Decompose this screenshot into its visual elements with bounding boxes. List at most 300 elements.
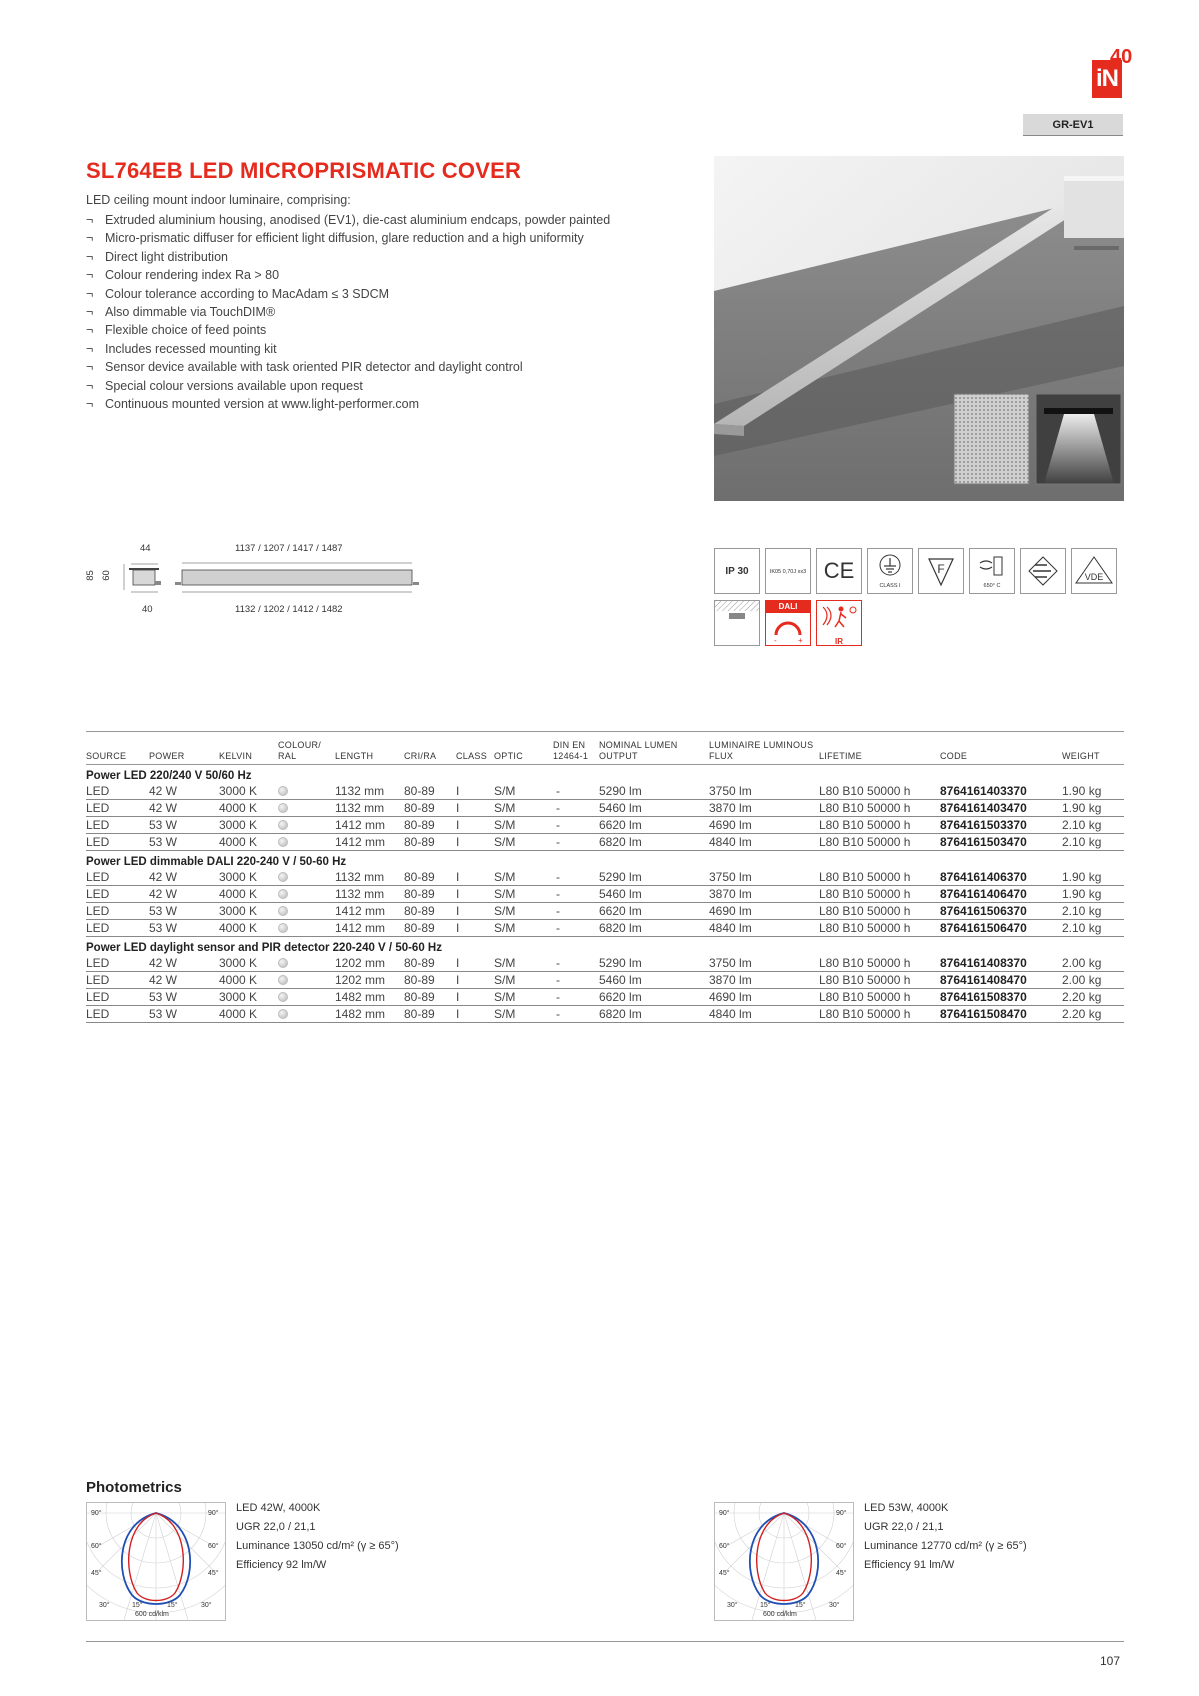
col-luminous-2: FLUX [709,751,734,761]
dim-length-top: 1137 / 1207 / 1417 / 1487 [235,543,343,554]
cell-weight: 2.10 kg [1062,904,1102,918]
table-body [86,765,1124,1023]
feature-item: ¬ Includes recessed mounting kit [86,341,277,356]
cell-kelvin: 4000 K [219,887,258,901]
cell-optic: S/M [494,904,516,918]
colour-dot-icon [278,991,288,1004]
cell-class: I [456,1007,460,1021]
svg-text:90°: 90° [836,1510,847,1517]
cell-nominal-lumen: 6620 lm [599,818,642,832]
feature-item: ¬ Flexible choice of feed points [86,323,267,338]
cell-source: LED [86,870,110,884]
cell-weight: 2.10 kg [1062,818,1102,832]
cell-din: - [556,870,560,884]
cell-power: 53 W [149,818,178,832]
cell-optic: S/M [494,887,516,901]
col-luminous: LUMINAIRE LUMINOUS [709,740,814,750]
feature-item: ¬ Colour tolerance according to MacAdam ≤ 3 SDCM [86,286,390,301]
cell-optic: S/M [494,818,516,832]
feature-item: ¬ Also dimmable via TouchDIM® [86,304,276,319]
cell-cri: 80-89 [404,1007,435,1021]
product-photo [714,156,1124,501]
feature-item: ¬ Extruded aluminium housing, anodised (EV1), die-cast aluminium endcaps, powder painted [86,213,611,227]
cell-class: I [456,784,460,798]
glow-wire-symbol-icon [970,549,1014,581]
colour-dot-icon [278,958,288,968]
cell-source: LED [86,956,110,970]
cell-power: 53 W [149,835,178,849]
cell-lifetime: L80 B10 50000 h [819,921,911,935]
dim-height-inner: 60 [100,570,112,581]
cell-power: 53 W [149,904,178,918]
footer-divider [86,1641,1124,1642]
svg-text:15°: 15° [760,1602,771,1609]
feature-list [86,211,610,413]
table-row [86,800,1124,817]
logo-box: iN [1092,60,1122,98]
ip-rating-icon: IP 30 [714,548,760,594]
cell-nominal-lumen: 5460 lm [599,887,642,901]
cell-cri: 80-89 [404,973,435,987]
colour-dot-icon [278,957,288,970]
cell-din: - [556,921,560,935]
colour-dot-icon [278,889,288,899]
polar-diagram [86,1502,226,1621]
cell-power: 42 W [149,784,178,798]
table-row [86,920,1124,937]
cell-class: I [456,973,460,987]
table-row [86,817,1124,834]
cell-length: 1132 mm [335,870,385,884]
cell-cri: 80-89 [404,990,435,1004]
cell-nominal-lumen: 6620 lm [599,990,642,1004]
col-class: CLASS [456,751,488,761]
cell-code: 8764161503370 [940,818,1027,832]
cell-weight: 2.20 kg [1062,990,1102,1004]
cell-nominal-lumen: 5460 lm [599,973,642,987]
colour-dot-icon [278,923,288,933]
cell-length: 1482 mm [335,990,386,1004]
cell-cri: 80-89 [404,956,435,970]
cell-din: - [556,904,560,918]
cell-kelvin: 3000 K [219,818,258,832]
cell-source: LED [86,887,110,901]
cell-weight: 2.00 kg [1062,956,1102,970]
cell-length: 1132 mm [335,801,385,815]
cell-source: LED [86,784,110,798]
logo-number: 40 [1110,46,1133,68]
table-row [86,783,1124,800]
svg-text:-: - [774,636,777,645]
table-row [86,834,1124,851]
svg-text:VDE: VDE [1084,572,1104,582]
table-row [86,989,1124,1006]
cell-source: LED [86,904,110,918]
cell-kelvin: 4000 K [219,835,258,849]
cell-weight: 2.20 kg [1062,1007,1102,1021]
cell-source: LED [86,973,110,987]
cell-din: - [556,835,560,849]
cell-cri: 80-89 [404,921,435,935]
colour-dot-icon [278,785,288,798]
cell-din: - [556,956,560,970]
luminaire-render [714,156,1124,501]
table-section-title: Power LED 220/240 V 50/60 Hz [86,770,252,782]
col-code: CODE [940,751,968,761]
cell-cri: 80-89 [404,835,435,849]
cell-source: LED [86,921,110,935]
cell-lifetime: L80 B10 50000 h [819,1007,911,1021]
svg-text:60°: 60° [91,1543,102,1550]
cell-weight: 2.10 kg [1062,921,1102,935]
bullet-icon: ¬ [86,268,94,283]
cell-class: I [456,835,460,849]
bullet-icon: ¬ [86,323,94,338]
cell-power: 53 W [149,990,178,1004]
col-kelvin: KELVIN [219,751,253,761]
cell-length: 1132 mm [335,784,385,798]
cell-lifetime: L80 B10 50000 h [819,904,911,918]
bullet-icon: ¬ [86,304,94,319]
cell-kelvin: 3000 K [219,784,258,798]
table-header [86,732,1124,765]
cell-length: 1132 mm [335,887,385,901]
vde-triangle-icon [1072,549,1116,593]
colour-dot-icon [278,905,288,918]
cell-lifetime: L80 B10 50000 h [819,973,911,987]
colour-dot-icon [278,974,288,987]
col-power: POWER [149,751,185,761]
cell-source: LED [86,801,110,815]
cell-luminous-flux: 3750 lm [709,870,752,884]
glow-wire-icon: 650° C [969,548,1015,594]
vde-icon [1071,548,1117,594]
colour-dot-icon [278,888,288,901]
cell-length: 1202 mm [335,956,386,970]
cell-kelvin: 4000 K [219,921,258,935]
dali-icon: DALI - + [765,600,811,646]
cell-power: 53 W [149,921,178,935]
colour-dot-icon [278,820,288,830]
dim-length-bottom: 1132 / 1202 / 1412 / 1482 [235,604,343,615]
cell-luminous-flux: 3870 lm [709,801,752,815]
col-din-2: 12464-1 [553,751,589,761]
cell-lifetime: L80 B10 50000 h [819,870,911,884]
svg-text:45°: 45° [719,1570,730,1577]
motion-sensor-icon [817,601,861,635]
col-optic: OPTIC [494,751,524,761]
colour-dot-icon [278,1008,288,1021]
cell-code: 8764161508470 [940,1007,1027,1021]
cell-optic: S/M [494,921,516,935]
cell-optic: S/M [494,990,516,1004]
cell-optic: S/M [494,801,516,815]
cell-kelvin: 4000 K [219,973,258,987]
cell-kelvin: 3000 K [219,904,258,918]
cell-cri: 80-89 [404,818,435,832]
cell-code: 8764161406470 [940,887,1027,901]
cell-code: 8764161506370 [940,904,1027,918]
cell-luminous-flux: 3870 lm [709,973,752,987]
cell-optic: S/M [494,835,516,849]
col-colour: COLOUR/ [278,740,322,750]
colour-dot-icon [278,837,288,847]
cell-source: LED [86,835,110,849]
dim-height-outer: 85 [84,570,96,581]
cell-lifetime: L80 B10 50000 h [819,887,911,901]
svg-text:15°: 15° [795,1602,806,1609]
cell-code: 8764161403370 [940,784,1027,798]
cell-luminous-flux: 4690 lm [709,904,752,918]
col-nominal: NOMINAL LUMEN [599,740,678,750]
cell-length: 1482 mm [335,1007,386,1021]
feature-item: ¬ Continuous mounted version at www.light-performer.com [86,396,420,411]
cell-nominal-lumen: 5290 lm [599,956,642,970]
cell-nominal-lumen: 6620 lm [599,904,642,918]
cell-luminous-flux: 4840 lm [709,1007,752,1021]
cell-length: 1412 mm [335,904,386,918]
earth-icon [868,549,912,581]
table-section-title: Power LED daylight sensor and PIR detector 220-240 V / 50-60 Hz [86,942,442,954]
brand-logo [1092,46,1133,98]
cell-kelvin: 3000 K [219,956,258,970]
table-row [86,886,1124,903]
polar-diagram [714,1502,854,1621]
dim-width-top: 44 [140,543,151,554]
cell-code: 8764161408470 [940,973,1027,987]
photometric-info-1: LED 42W, 4000K UGR 22,0 / 21,1 Luminance 13050 cd/m² (γ ≥ 65°) Efficiency 92 lm/W [236,1502,399,1571]
cell-optic: S/M [494,870,516,884]
intro-text: LED ceiling mount indoor luminaire, comprising: [86,193,351,207]
page-title: SL764EB LED MICROPRISMATIC COVER [86,158,522,183]
table-row [86,1006,1124,1023]
class-i-earth-icon: CLASS I [867,548,913,594]
svg-text:90°: 90° [91,1510,102,1517]
ik-rating-icon: IK05 0,70J xx3 [765,548,811,594]
cell-weight: 1.90 kg [1062,801,1102,815]
col-weight: WEIGHT [1062,751,1100,761]
cell-length: 1412 mm [335,818,386,832]
bullet-icon: ¬ [86,249,94,264]
table-row [86,955,1124,972]
cell-din: - [556,784,560,798]
cell-nominal-lumen: 5290 lm [599,870,642,884]
cell-length: 1412 mm [335,921,386,935]
col-length: LENGTH [335,751,374,761]
cell-code: 8764161508370 [940,990,1027,1004]
cell-weight: 1.90 kg [1062,784,1102,798]
f-triangle-icon [919,549,963,593]
cell-code: 8764161403470 [940,801,1027,815]
svg-text:15°: 15° [132,1602,143,1609]
cell-power: 42 W [149,887,178,901]
cell-source: LED [86,818,110,832]
colour-dot-icon [278,872,288,882]
polar-curve [715,1503,853,1620]
svg-text:+: + [798,636,803,645]
mounting-icon [714,600,760,646]
svg-text:45°: 45° [91,1570,102,1577]
cell-optic: S/M [494,784,516,798]
cell-length: 1412 mm [335,835,386,849]
svg-text:60°: 60° [719,1543,730,1550]
cell-power: 42 W [149,973,178,987]
feature-item: ¬ Micro-prismatic diffuser for efficient light diffusion, glare reduction and a high uniformity [86,231,584,246]
svg-text:90°: 90° [719,1510,730,1517]
cell-din: - [556,973,560,987]
cell-class: I [456,990,460,1004]
bullet-icon: ¬ [86,231,94,246]
table-row [86,869,1124,886]
bullet-icon: ¬ [86,286,94,301]
colour-dot-icon [278,992,288,1002]
enec-icon [1020,548,1066,594]
colour-dot-icon [278,836,288,849]
cell-din: - [556,887,560,901]
svg-text:600 cd/klm: 600 cd/klm [135,1611,169,1618]
svg-text:90°: 90° [208,1510,219,1517]
svg-text:15°: 15° [167,1602,178,1609]
cell-code: 8764161406370 [940,870,1027,884]
cell-class: I [456,921,460,935]
cell-source: LED [86,1007,110,1021]
cell-lifetime: L80 B10 50000 h [819,818,911,832]
photometric-info-2: LED 53W, 4000K UGR 22,0 / 21,1 Luminance 12770 cd/m² (γ ≥ 65°) Efficiency 91 lm/W [864,1502,1027,1571]
cell-optic: S/M [494,973,516,987]
cell-luminous-flux: 4690 lm [709,818,752,832]
cell-lifetime: L80 B10 50000 h [819,784,911,798]
cell-lifetime: L80 B10 50000 h [819,835,911,849]
svg-text:F: F [937,562,945,576]
cell-code: 8764161408370 [940,956,1027,970]
col-lifetime: LIFETIME [819,751,862,761]
page-number: 107 [1100,1654,1121,1668]
cell-nominal-lumen: 6820 lm [599,1007,642,1021]
cell-luminous-flux: 3870 lm [709,887,752,901]
cell-kelvin: 3000 K [219,990,258,1004]
cell-optic: S/M [494,956,516,970]
feature-item: ¬ Direct light distribution [86,249,228,264]
cell-luminous-flux: 4840 lm [709,835,752,849]
ceiling-mount-icon [715,601,759,645]
cell-weight: 1.90 kg [1062,870,1102,884]
cell-weight: 2.10 kg [1062,835,1102,849]
cell-code: 8764161503470 [940,835,1027,849]
cell-luminous-flux: 3750 lm [709,956,752,970]
col-din: DIN EN [553,740,586,750]
cell-power: 42 W [149,801,178,815]
feature-item: ¬ Sensor device available with task oriented PIR detector and daylight control [86,360,523,375]
col-cri: CRI/RA [404,751,437,761]
cell-code: 8764161506470 [940,921,1027,935]
cell-nominal-lumen: 5460 lm [599,801,642,815]
cell-cri: 80-89 [404,801,435,815]
cell-luminous-flux: 3750 lm [709,784,752,798]
svg-text:45°: 45° [836,1570,847,1577]
cell-nominal-lumen: 6820 lm [599,921,642,935]
cell-weight: 2.00 kg [1062,973,1102,987]
colour-dot-icon [278,871,288,884]
cell-kelvin: 3000 K [219,870,258,884]
colour-dot-icon [278,975,288,985]
bullet-icon: ¬ [86,360,94,375]
colour-dot-icon [278,906,288,916]
certification-icons [714,548,1128,648]
svg-text:30°: 30° [201,1602,212,1609]
dim-width-bottom: 40 [142,604,153,615]
colour-dot-icon [278,802,288,815]
cell-din: - [556,1007,560,1021]
bullet-icon: ¬ [86,341,94,356]
cell-class: I [456,887,460,901]
colour-dot-icon [278,819,288,832]
cell-power: 53 W [149,1007,178,1021]
cell-class: I [456,904,460,918]
svg-text:600 cd/klm: 600 cd/klm [763,1611,797,1618]
cell-class: I [456,956,460,970]
dimension-drawing [82,542,422,620]
cell-length: 1202 mm [335,973,386,987]
cell-luminous-flux: 4840 lm [709,921,752,935]
svg-text:30°: 30° [99,1602,110,1609]
colour-dot-icon [278,803,288,813]
cell-cri: 80-89 [404,784,435,798]
cell-class: I [456,818,460,832]
table-section-title: Power LED dimmable DALI 220-240 V / 50-60 Hz [86,856,347,868]
cell-lifetime: L80 B10 50000 h [819,990,911,1004]
ce-mark-icon: CE [816,548,862,594]
svg-text:45°: 45° [208,1570,219,1577]
cell-din: - [556,801,560,815]
bullet-icon: ¬ [86,396,94,411]
cell-cri: 80-89 [404,904,435,918]
svg-text:30°: 30° [829,1602,840,1609]
col-source: SOURCE [86,751,127,761]
f-mark-icon [918,548,964,594]
cell-lifetime: L80 B10 50000 h [819,956,911,970]
table-row [86,903,1124,920]
product-table [86,731,1124,1023]
bullet-icon: ¬ [86,378,94,393]
photometrics-title: Photometrics [86,1479,182,1496]
cell-kelvin: 4000 K [219,1007,258,1021]
cell-power: 42 W [149,956,178,970]
colour-dot-icon [278,1009,288,1019]
cell-class: I [456,870,460,884]
feature-item: ¬ Special colour versions available upon request [86,378,363,393]
cell-luminous-flux: 4690 lm [709,990,752,1004]
col-nominal-2: OUTPUT [599,751,638,761]
pir-sensor-icon: IR [816,600,862,646]
cell-nominal-lumen: 5290 lm [599,784,642,798]
table-row [86,972,1124,989]
cell-cri: 80-89 [404,870,435,884]
cell-din: - [556,818,560,832]
cell-class: I [456,801,460,815]
cell-kelvin: 4000 K [219,801,258,815]
cell-nominal-lumen: 6820 lm [599,835,642,849]
cell-lifetime: L80 B10 50000 h [819,801,911,815]
dimming-arc-icon [766,613,810,645]
cell-cri: 80-89 [404,887,435,901]
product-group-tag: GR-EV1 [1023,114,1123,136]
cell-source: LED [86,990,110,1004]
col-ral: RAL [278,751,297,761]
colour-dot-icon [278,786,288,796]
cell-power: 42 W [149,870,178,884]
svg-text:30°: 30° [727,1602,738,1609]
cell-din: - [556,990,560,1004]
